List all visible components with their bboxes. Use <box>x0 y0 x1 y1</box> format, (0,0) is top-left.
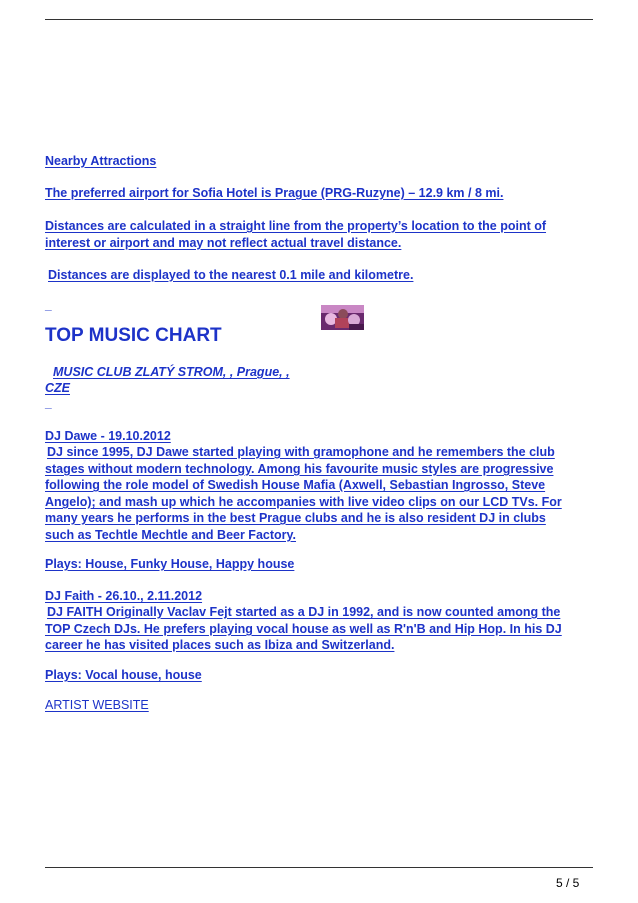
dj-dawe-bio-line[interactable]: stages without modern technology. Among his favourite music styles are progressive <box>45 462 554 476</box>
dj-dawe-title[interactable]: DJ Dawe - 19.10.2012 <box>45 429 171 443</box>
artist-website-link[interactable]: ARTIST WEBSITE <box>45 698 149 712</box>
club-name-line-1[interactable]: MUSIC CLUB ZLATÝ STROM, , Prague, , <box>53 365 290 379</box>
club-name-line-2[interactable]: CZE <box>45 381 70 395</box>
header-rule <box>45 19 593 20</box>
nearby-attractions-title[interactable]: Nearby Attractions <box>45 154 157 168</box>
dj-faith-title[interactable]: DJ Faith - 26.10., 2.11.2012 <box>45 589 203 603</box>
spacer-dash-2: _ <box>45 396 52 410</box>
dj-dawe-plays[interactable]: Plays: House, Funky House, Happy house <box>45 557 295 571</box>
club-photo[interactable] <box>321 305 364 330</box>
dj-dawe-bio-line[interactable]: following the role model of Swedish House Mafia (Axwell, Sebastian Ingrosso, Steve <box>45 478 546 492</box>
dj-dawe-bio-line[interactable]: many years he performs in the best Prague clubs and he is also resident DJ in clubs <box>45 511 546 525</box>
dj-faith-bio-line[interactable]: DJ FAITH Originally Vaclav Fejt started as a DJ in 1992, and is now counted among the <box>47 605 561 619</box>
dj-faith-plays[interactable]: Plays: Vocal house, house <box>45 668 202 682</box>
footer-rule <box>45 867 593 868</box>
page-number: 5 / 5 <box>556 876 580 890</box>
airport-text[interactable]: The preferred airport for Sofia Hotel is Prague (PRG-Ruzyne) – 12.9 km / 8 mi. <box>45 186 504 200</box>
dj-dawe-bio-line[interactable]: DJ since 1995, DJ Dawe started playing with gramophone and he remembers the club <box>47 445 555 459</box>
dj-faith-bio-line[interactable]: TOP Czech DJs. He prefers playing vocal house as well as R'n'B and Hip Hop. In his DJ <box>45 622 562 636</box>
top-music-chart-heading: TOP MUSIC CHART <box>45 325 222 346</box>
dj-dawe-bio-line[interactable]: such as Techtle Mechtle and Beer Factory. <box>45 528 297 542</box>
dj-dawe-bio-line[interactable]: Angelo); and mash up which he accompanies with live video clips on our LCD TVs. For <box>45 495 562 509</box>
rounding-text[interactable]: Distances are displayed to the nearest 0.1 mile and kilometre. <box>48 268 414 282</box>
distances-line-2[interactable]: interest or airport and may not reflect actual travel distance. <box>45 236 402 250</box>
distances-line-1[interactable]: Distances are calculated in a straight line from the property’s location to the point of <box>45 219 547 233</box>
dj-faith-bio-line[interactable]: career he has visited places such as Ibiza and Switzerland. <box>45 638 395 652</box>
spacer-dash: _ <box>45 298 52 312</box>
